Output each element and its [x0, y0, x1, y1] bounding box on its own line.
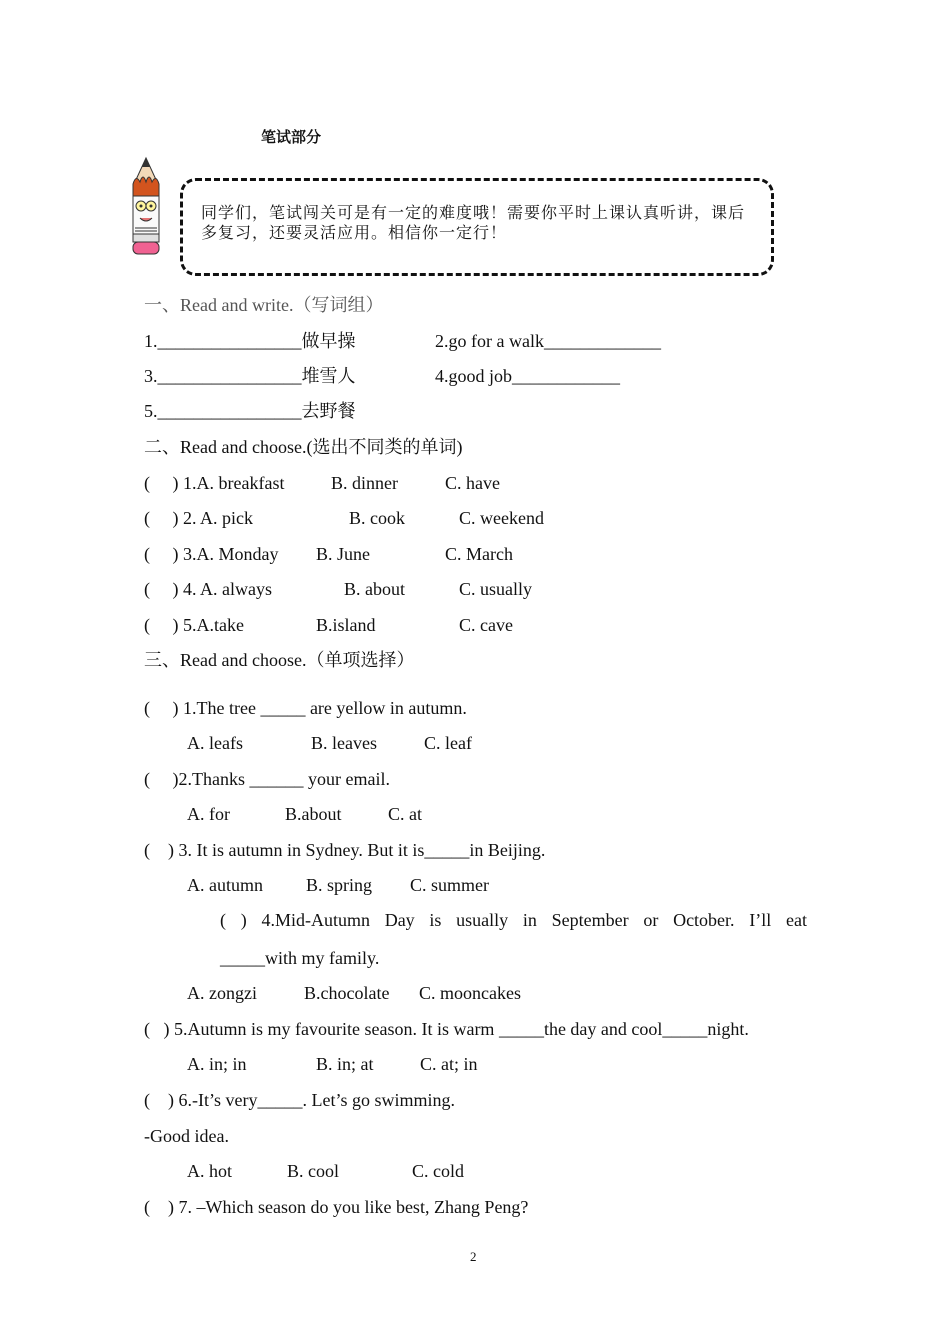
section3-q6-reply: -Good idea.	[144, 1126, 229, 1146]
section2-row-2-question: ( ) 2. A. pick	[144, 508, 253, 528]
section2-row-5-option-b: B.island	[316, 615, 376, 635]
section3-q3-option-a: A. autumn	[187, 875, 263, 895]
section3-q7-stem: ( ) 7. –Which season do you like best, Zhang Peng?	[144, 1197, 529, 1217]
section3-q6-stem: ( ) 6.-It’s very_____. Let’s go swimming.	[144, 1090, 455, 1110]
section2-row-3-option-b: B. June	[316, 544, 370, 564]
section3-q3-option-b: B. spring	[306, 875, 373, 895]
section2-row-1-option-c: C. have	[445, 473, 500, 493]
section3-q4-option-a: A. zongzi	[187, 983, 257, 1003]
section3-q3-stem: ( ) 3. It is autumn in Sydney. But it is_____in Beijing.	[144, 840, 546, 860]
section1-item-5: 5.________________去野餐	[144, 401, 356, 421]
section2-row-5-question: ( ) 5.A.take	[144, 615, 244, 635]
section3-q1-option-a: A. leafs	[187, 733, 243, 753]
section3-q4-option-c: C. mooncakes	[419, 983, 521, 1003]
section3-q2-option-b: B.about	[285, 804, 342, 824]
section1-item-1: 1.________________做早操	[144, 331, 356, 351]
section2-row-2-option-b: B. cook	[349, 508, 405, 528]
page-number: 2	[470, 1249, 477, 1264]
section2-row-1-question: ( ) 1.A. breakfast	[144, 473, 285, 493]
section3-q5-option-b: B. in; at	[316, 1054, 374, 1074]
section3-q6-option-b: B. cool	[287, 1161, 339, 1181]
section3-q2-option-c: C. at	[388, 804, 422, 824]
section3-q4-stem-line2: _____with my family.	[220, 948, 380, 968]
section3-q1-stem: ( ) 1.The tree _____ are yellow in autumn.	[144, 698, 467, 718]
pencil-mascot-icon	[126, 156, 166, 258]
section2-row-1-option-b: B. dinner	[331, 473, 398, 493]
section2-row-4-question: ( ) 4. A. always	[144, 579, 272, 599]
page-title: 笔试部分	[261, 128, 322, 146]
notice-box	[180, 178, 774, 276]
section2-row-4-option-b: B. about	[344, 579, 405, 599]
section2-heading: 二、Read and choose.(选出不同类的单词)	[144, 437, 463, 457]
section3-q1-option-c: C. leaf	[424, 733, 472, 753]
section3-heading: 三、Read and choose.（单项选择）	[144, 650, 415, 670]
section3-q6-option-a: A. hot	[187, 1161, 232, 1181]
section2-row-3-option-c: C. March	[445, 544, 513, 564]
section3-q5-stem: ( ) 5.Autumn is my favourite season. It is warm _____the day and cool_____night.	[144, 1019, 749, 1039]
section1-item-4: 4.good job____________	[435, 366, 621, 386]
section3-q2-stem: ( )2.Thanks ______ your email.	[144, 769, 390, 789]
section1-item-2: 2.go for a walk_____________	[435, 331, 661, 351]
section2-row-3-question: ( ) 3.A. Monday	[144, 544, 279, 564]
section3-q4-option-b: B.chocolate	[304, 983, 390, 1003]
section3-q5-option-a: A. in; in	[187, 1054, 247, 1074]
section3-q3-option-c: C. summer	[410, 875, 489, 895]
section3-q2-option-a: A. for	[187, 804, 230, 824]
section2-row-4-option-c: C. usually	[459, 579, 533, 599]
notice-text: 同学们，笔试闯关可是有一定的难度哦！需要你平时上课认真听讲，课后多复习，还要灵活应用。相信你一定行！	[201, 203, 746, 242]
section3-q5-option-c: C. at; in	[420, 1054, 478, 1074]
section3-q4-stem-line1: ( ) 4.Mid-Autumn Day is usually in September or October. I’ll eat	[220, 910, 807, 930]
section3-q6-option-c: C. cold	[412, 1161, 464, 1181]
section2-row-2-option-c: C. weekend	[459, 508, 544, 528]
section2-row-5-option-c: C. cave	[459, 615, 513, 635]
section1-item-3: 3.________________堆雪人	[144, 366, 356, 386]
section1-heading: 一、Read and write.（写词组）	[144, 295, 384, 315]
section3-q1-option-b: B. leaves	[311, 733, 377, 753]
